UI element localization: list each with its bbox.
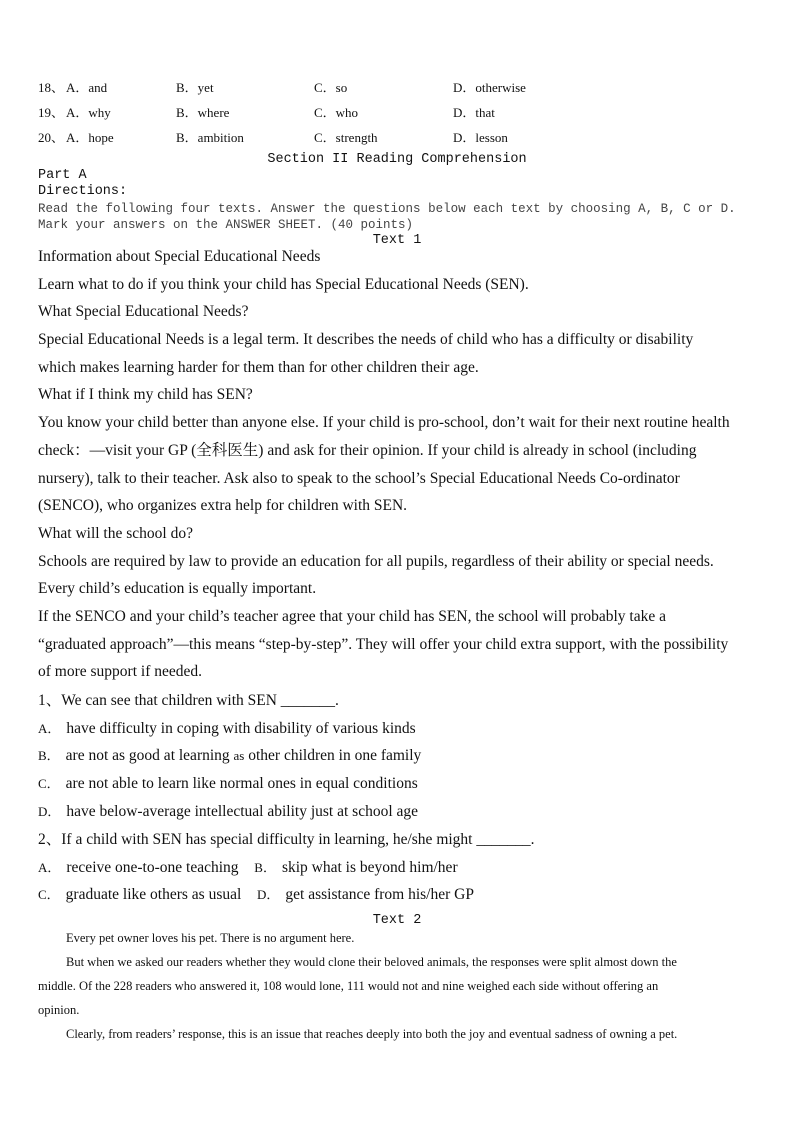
- option-a: A．hope: [66, 130, 114, 145]
- text-1-line: Learn what to do if you think your child has Special Educational Needs (SEN).: [38, 276, 529, 293]
- text-2-line: middle. Of the 228 readers who answered it, 108 would lone, 111 would not and nine weighed each side without offering an: [38, 979, 659, 993]
- text-1-line: Schools are required by law to provide an education for all pupils, regardless of their ability or special needs.: [38, 553, 714, 570]
- directions-text: Read the following four texts. Answer the questions below each text by choosing A, B, C or D. Mark your answers on the ANSWER SHEET. (40 points): [38, 202, 736, 232]
- option-text: are not as good at learning: [65, 747, 234, 764]
- option-letter: A．: [38, 721, 61, 736]
- question-number: 20、: [38, 130, 65, 145]
- section-title: Section II Reading Comprehension: [267, 152, 527, 167]
- text-1-line: (SENCO), who organizes extra help for children with SEN.: [38, 497, 408, 514]
- text-1-line: If the SENCO and your child’s teacher agree that your child has SEN, the school will probably take a: [38, 608, 667, 625]
- question-2-stem: 2、If a child with SEN has special difficulty in learning, he/she might _______.: [38, 831, 535, 848]
- text-1-line: Every child’s education is equally important.: [38, 580, 317, 597]
- option-letter: D．: [38, 804, 61, 819]
- part-label: Part A: [38, 168, 87, 183]
- question-1-stem: 1、We can see that children with SEN _______.: [38, 692, 339, 709]
- option-text: have below-average intellectual ability just at school age: [66, 803, 419, 820]
- question-1-option-d: [38, 803, 418, 821]
- option-b: B．ambition: [176, 130, 244, 145]
- option-letter: D．: [257, 887, 280, 902]
- text-1-subheading: What if I think my child has SEN?: [38, 386, 253, 403]
- directions-label: Directions:: [38, 184, 128, 199]
- option-d: D．that: [453, 105, 495, 120]
- option-text: are not able to learn like normal ones in equal conditions: [65, 775, 418, 792]
- text-2-line: But when we asked our readers whether they would clone their beloved animals, the responses were split almost down the: [66, 955, 677, 969]
- question-1-option-c: [38, 775, 418, 793]
- option-b: B．yet: [176, 80, 214, 95]
- option-a: A．and: [66, 80, 108, 95]
- option-text: receive one-to-one teaching: [66, 859, 239, 876]
- option-b: B．where: [176, 105, 230, 120]
- text-2-line: opinion.: [38, 1003, 80, 1017]
- text-2-line: Clearly, from readers’ response, this is an issue that reaches deeply into both the joy and eventual sadness of owning a pet.: [66, 1027, 678, 1041]
- text-2-line: Every pet owner loves his pet. There is no argument here.: [66, 931, 355, 945]
- option-text: have difficulty in coping with disability of various kinds: [66, 720, 416, 737]
- question-number: 18、: [38, 80, 65, 95]
- option-text: get assistance from his/her GP: [285, 886, 474, 903]
- option-letter: C．: [38, 776, 60, 791]
- option-text: skip what is beyond him/her: [281, 859, 458, 876]
- option-letter: A．: [38, 860, 61, 875]
- text-1-line: of more support if needed.: [38, 663, 202, 680]
- option-text: as: [233, 748, 245, 763]
- option-letter: B．: [38, 748, 60, 763]
- option-c: C．who: [314, 105, 359, 120]
- option-text: graduate like others as usual: [65, 886, 242, 903]
- text-1-line: which makes learning harder for them than for other children their age.: [38, 359, 479, 376]
- option-letter: C．: [38, 887, 60, 902]
- option-d: D．lesson: [453, 130, 508, 145]
- text-2-heading: Text 2: [372, 913, 422, 928]
- question-2-options-ab: [38, 859, 458, 877]
- text-1-line: Special Educational Needs is a legal term. It describes the needs of child who has a difficulty or disability: [38, 331, 694, 348]
- option-a: A．why: [66, 105, 111, 120]
- text-1-title: Information about Special Educational Needs: [38, 248, 321, 265]
- text-1-line: You know your child better than anyone else. If your child is pro-school, don’t wait for their next routine health: [38, 414, 730, 431]
- text-1-line: “graduated approach”—this means “step-by-step”. They will offer your child extra support, with the possibility: [38, 636, 729, 653]
- question-number: 19、: [38, 105, 65, 120]
- text-1-subheading: What Special Educational Needs?: [38, 303, 249, 320]
- option-c: C．so: [314, 80, 348, 95]
- option-c: C．strength: [314, 130, 378, 145]
- option-text: other children in one family: [244, 747, 422, 764]
- text-1-heading: Text 1: [372, 233, 422, 248]
- text-1-line: check：—visit your GP (全科医生) and ask for their opinion. If your child is already in school (including: [38, 442, 697, 459]
- question-2-options-cd: [38, 886, 474, 904]
- option-letter: B．: [254, 860, 276, 875]
- text-1-line: nursery), talk to their teacher. Ask also to speak to the school’s Special Educational Needs Co-ordinator: [38, 470, 680, 487]
- question-1-option-a: [38, 720, 416, 738]
- question-1-option-b: [38, 747, 421, 765]
- option-d: D．otherwise: [453, 80, 526, 95]
- text-1-subheading: What will the school do?: [38, 525, 193, 542]
